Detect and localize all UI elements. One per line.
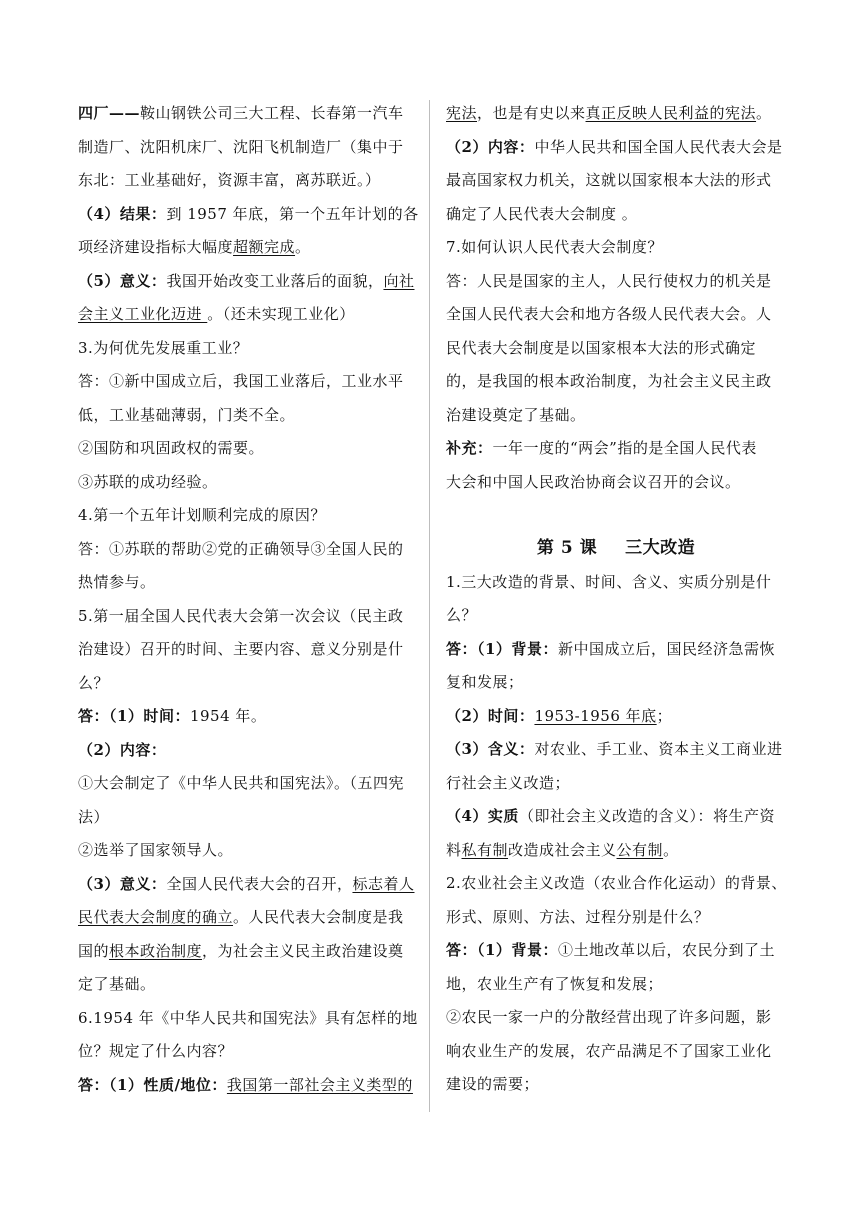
text-segment: 大会和中国人民政治协商会议召开的会议。 (446, 472, 741, 491)
text-line (78, 131, 418, 165)
underlined-text: 民代表大会制度的确立 (78, 908, 234, 926)
text-segment: 项经济建设指标大幅度 (78, 238, 234, 256)
text-segment: ②农民一家一户的分散经营出现了许多问题，影 (446, 1008, 772, 1026)
text-line (78, 298, 418, 332)
text-segment: 2.农业社会主义改造（农业合作化运动）的背景、 (446, 874, 787, 892)
right-bottom-section (446, 566, 786, 1102)
text-line (78, 432, 418, 466)
text-segment: 民代表大会制度是以国家根本大法的形式确定 (446, 338, 757, 357)
underlined-text: 标志着人 (352, 874, 415, 893)
text-segment: 答：①苏联的帮助②党的正确领导③全国人民的 (78, 539, 404, 558)
lesson-name: 三大改造 (625, 538, 696, 558)
text-line (78, 466, 418, 500)
text-segment: 5.第一届全国人民代表大会第一次会议（民主政 (78, 606, 404, 625)
underlined-text: 宪法 (446, 104, 478, 122)
text-line (78, 968, 418, 1002)
text-segment: 全国人民代表大会和地方各级人民代表大会。人 (446, 305, 772, 323)
text-segment: 建设的需要； (446, 1075, 540, 1093)
text-segment: 东北：工业基础好，资源丰富，离苏联近。） (78, 171, 381, 189)
bold-label: （4）结果： (78, 204, 167, 223)
underlined-text: 公有制 (616, 840, 664, 859)
text-line (446, 231, 786, 265)
text-segment: 鞍山钢铁公司三大工程、长春第一汽车 (140, 104, 404, 122)
text-line (78, 533, 418, 567)
text-line (446, 867, 786, 901)
text-segment: 位？规定了什么内容？ (78, 1042, 234, 1060)
bold-label: 补充： (446, 439, 493, 457)
text-line (78, 801, 418, 835)
right-column (446, 97, 786, 1102)
text-segment: ①土地改革以后，农民分到了土 (557, 941, 775, 959)
text-line (78, 164, 418, 198)
text-segment: 料 (446, 840, 462, 859)
text-line (446, 1068, 786, 1102)
underlined-text: 我国第一部社会主义类型的 (226, 1075, 413, 1094)
bold-label: （2）内容： (78, 740, 167, 759)
text-segment: 治建设奠定了基础。 (446, 405, 586, 424)
text-segment: 地，农业生产有了恢复和发展； (446, 974, 664, 993)
text-segment: 。（还未实现工业化） (207, 305, 355, 323)
text-line (446, 901, 786, 935)
underlined-text: 会主义工业化迈进 (78, 305, 208, 323)
text-line (78, 399, 418, 433)
text-line (78, 332, 418, 366)
text-segment: ①大会制定了《中华人民共和国宪法》。（五四宪 (78, 774, 405, 792)
lesson-title (446, 532, 786, 566)
bold-label: （3）含义： (446, 740, 535, 758)
text-segment: 。 (295, 238, 311, 256)
text-line (446, 432, 786, 466)
text-segment: 4.第一个五年计划顺利完成的原因？ (78, 506, 326, 524)
text-line (78, 1002, 418, 1036)
text-line (446, 365, 786, 399)
underlined-text: 根本政治制度 (109, 941, 203, 960)
text-segment: 低，工业基础薄弱，门类不全。 (78, 405, 296, 424)
text-segment: 6.1954 年《中华人民共和国宪法》具有怎样的地 (78, 1008, 418, 1027)
text-line (446, 466, 786, 500)
text-segment: ③苏联的成功经验。 (78, 472, 218, 491)
text-segment: 对农业、手工业、资本主义工商业进 (534, 740, 783, 758)
bold-label: （5）意义： (78, 271, 167, 290)
text-line (446, 599, 786, 633)
text-line (446, 164, 786, 198)
text-segment: 到 1957 年底，第一个五年计划的各 (166, 204, 419, 223)
text-segment: 么？ (446, 606, 478, 624)
text-line (78, 633, 418, 667)
text-line (446, 666, 786, 700)
underlined-text: 真正反映人民利益的宪法 (585, 104, 757, 122)
text-line (446, 1035, 786, 1069)
text-segment: ②选举了国家领导人。 (78, 841, 234, 859)
text-line (78, 767, 418, 801)
text-line (78, 198, 418, 232)
text-line (446, 700, 786, 734)
text-line (446, 733, 786, 767)
bold-label: 答：（1）背景： (446, 941, 558, 959)
text-segment: 响农业生产的发展，农产品满足不了国家工业化 (446, 1041, 772, 1060)
text-segment: 改造成社会主义 (508, 840, 617, 859)
left-column (78, 97, 418, 1102)
text-line (78, 700, 418, 734)
text-line (78, 1035, 418, 1069)
text-segment: 确定了人民代表大会制度 。 (446, 204, 638, 223)
underlined-text: 超额完成 (233, 238, 296, 256)
text-segment: 1.三大改造的背景、时间、含义、实质分别是什 (446, 572, 772, 591)
text-segment: 制造厂、沈阳机床厂、沈阳飞机制造厂（集中于 (78, 137, 404, 156)
text-segment: ； (656, 706, 673, 725)
right-top-section (446, 97, 786, 499)
text-line (446, 633, 786, 667)
text-line (446, 332, 786, 366)
underlined-text: 1953-1956 年底 (534, 706, 657, 725)
text-line (446, 298, 786, 332)
text-line (446, 198, 786, 232)
text-segment: ，为社会主义民主政治建设奠 (202, 941, 404, 960)
bold-label: 答：（1）时间： (78, 707, 190, 725)
text-segment: 形式、原则、方法、过程分别是什么？ (446, 907, 710, 926)
text-segment: 国的 (78, 941, 110, 960)
text-line (446, 834, 786, 868)
text-segment: 治建设）召开的时间、主要内容、意义分别是什 (78, 640, 404, 658)
text-line (446, 1001, 786, 1035)
text-line (78, 600, 418, 634)
text-segment: 。 (663, 840, 679, 859)
text-segment: 新中国成立后，国民经济急需恢 (557, 639, 775, 658)
bold-label: （2）内容： (446, 137, 535, 156)
column-divider (429, 100, 430, 1112)
text-segment: 。人民代表大会制度是我 (233, 908, 404, 926)
text-line (78, 901, 418, 935)
text-segment: 最高国家权力机关，这就以国家根本大法的形式 (446, 171, 772, 189)
text-line (446, 968, 786, 1002)
text-segment: 复和发展； (446, 673, 524, 691)
bold-label: 答：（1）性质/地位： (78, 1075, 227, 1094)
text-segment: 答：①新中国成立后，我国工业落后，工业水平 (78, 372, 404, 390)
text-segment: 我国开始改变工业落后的面貌， (166, 271, 384, 290)
text-segment: ②国防和巩固政权的需要。 (78, 439, 265, 457)
text-segment: 行社会主义改造； (446, 773, 571, 792)
text-segment: 的，是我国的根本政治制度，为社会主义民主政 (446, 372, 772, 390)
text-segment: 热情参与。 (78, 573, 156, 591)
text-segment: 7.如何认识人民代表大会制度？ (446, 238, 663, 256)
underlined-text: 向社 (383, 271, 415, 290)
text-segment: 定了基础。 (78, 975, 156, 993)
text-segment: 全国人民代表大会的召开， (166, 874, 353, 893)
text-line (78, 265, 418, 299)
text-segment: 。 (756, 104, 772, 122)
text-segment: 1954 年。 (189, 707, 267, 725)
text-line (446, 566, 786, 600)
underlined-text: 私有制 (461, 840, 509, 859)
text-segment: （即社会主义改造的含义）：将生产资 (518, 807, 775, 825)
text-segment: 3.为何优先发展重工业？ (78, 338, 249, 357)
text-line (78, 365, 418, 399)
bold-label: 答：（1）背景： (446, 639, 558, 658)
text-line (78, 97, 418, 131)
text-segment: 一年一度的“两会”指的是全国人民代表 (492, 439, 757, 457)
bold-label: （2）时间： (446, 706, 535, 725)
bold-label: （4）实质 (446, 807, 519, 825)
bold-label: （3）意义： (78, 874, 167, 893)
text-line (446, 399, 786, 433)
text-line (446, 131, 786, 165)
text-segment: 中华人民共和国全国人民代表大会是 (534, 137, 783, 156)
text-line (78, 868, 418, 902)
text-line (78, 566, 418, 600)
text-line (446, 767, 786, 801)
text-line (78, 935, 418, 969)
text-line (78, 499, 418, 533)
text-segment: 答：人民是国家的主人，人民行使权力的机关是 (446, 271, 772, 290)
text-line (78, 667, 418, 701)
text-line (446, 97, 786, 131)
text-segment: 么？ (78, 673, 110, 692)
text-line (78, 734, 418, 768)
text-line (446, 934, 786, 968)
text-line (78, 231, 418, 265)
text-segment: ，也是有史以来 (477, 104, 586, 122)
lesson-number: 第 5 课 (536, 538, 598, 558)
text-line (446, 800, 786, 834)
text-line (78, 1069, 418, 1103)
bold-label: 四厂—— (78, 104, 141, 122)
text-line (78, 834, 418, 868)
text-line (446, 265, 786, 299)
text-segment: 法） (78, 807, 110, 826)
